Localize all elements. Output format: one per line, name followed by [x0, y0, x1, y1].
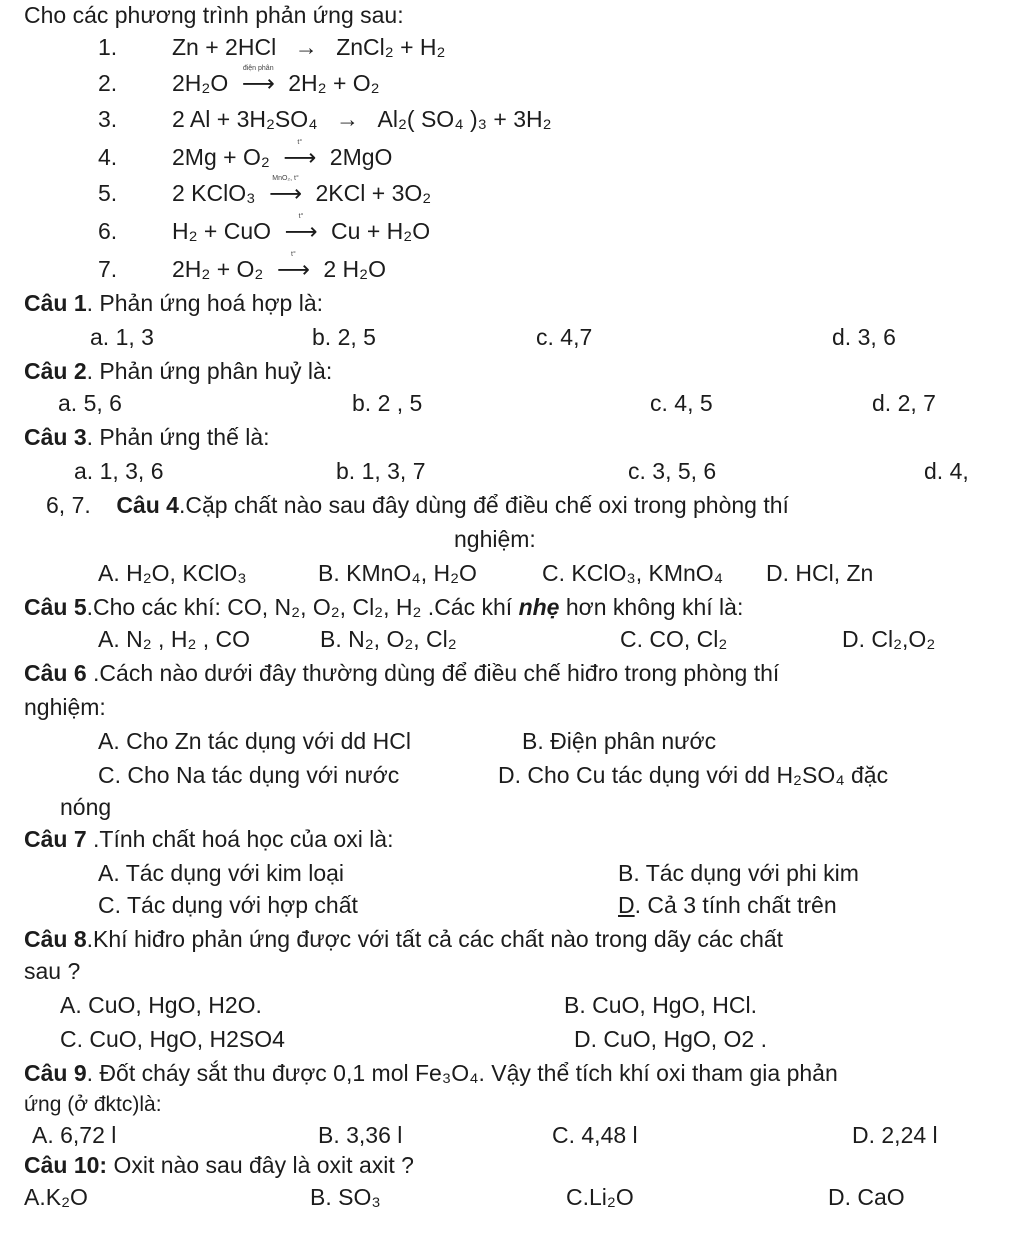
question-5: [24, 596, 743, 619]
reaction-arrow: [270, 139, 330, 170]
q3-option-b: b. 1, 3, 7: [336, 458, 426, 484]
reaction-products: Al₂( SO₄ )₃ + 3H₂: [377, 106, 552, 132]
q9-option-d: D. 2,24 l: [852, 1122, 938, 1148]
q3-option-d: d. 4,: [924, 458, 969, 484]
reaction-number: 3.: [98, 106, 118, 132]
question-4: [46, 494, 789, 517]
question-text: . Phản ứng thế là:: [86, 424, 270, 450]
q7-option-c: C. Tác dụng với hợp chất: [98, 892, 358, 918]
reaction-condition: điện phân: [242, 65, 274, 72]
question-text: . Đốt cháy sắt thu được 0,1 mol Fe₃O₄. Vậy thể tích khí oxi tham gia phản: [86, 1060, 838, 1086]
question-8: [24, 928, 783, 951]
q6-option-d-continued: nóng: [60, 794, 112, 820]
reaction-products: 2 H₂O: [323, 256, 386, 282]
reaction-row: [98, 65, 380, 96]
q6-option-a: A. Cho Zn tác dụng với dd HCl: [98, 728, 411, 754]
q5-option-b: B. N₂, O₂, Cl₂: [320, 626, 457, 652]
question-4-continued: nghiệm:: [454, 526, 536, 552]
q3-option-a: a. 1, 3, 6: [74, 458, 164, 484]
question-9: [24, 1062, 838, 1085]
q7-option-b: B. Tác dụng với phi kim: [618, 860, 859, 886]
reaction-number: 7.: [98, 256, 118, 282]
emphasis-text: nhẹ: [518, 594, 560, 620]
q4-option-b: B. KMnO₄, H₂O: [318, 560, 477, 586]
reaction-reactants: 2H₂O: [172, 70, 229, 96]
reaction-products: 2KCl + 3O₂: [315, 180, 432, 206]
q4-option-c: C. KClO₃, KMnO₄: [542, 560, 724, 586]
q9-option-b: B. 3,36 l: [318, 1122, 403, 1148]
question-label: Câu 6: [24, 660, 87, 686]
q5-option-d: D. Cl₂,O₂: [842, 626, 936, 652]
reaction-row: [98, 213, 431, 244]
question-text-end: hơn không khí là:: [559, 594, 744, 620]
reaction-condition: t°: [297, 139, 303, 146]
reaction-number: 6.: [98, 218, 118, 244]
reaction-reactants: 2 KClO₃: [172, 180, 256, 206]
arrow-icon: ⟶: [269, 180, 302, 206]
question-label: Câu 5: [24, 594, 87, 620]
q5-option-c: C. CO, Cl₂: [620, 626, 728, 652]
q7-option-a: A. Tác dụng với kim loại: [98, 860, 345, 886]
reaction-reactants: 2 Al + 3H₂SO₄: [172, 106, 318, 132]
question-text: .Tính chất hoá học của oxi là:: [86, 826, 394, 852]
question-label: Câu 9: [24, 1060, 87, 1086]
q3-option-d-continued: 6, 7.: [46, 492, 91, 518]
q8-option-a: A. CuO, HgO, H2O.: [60, 992, 262, 1018]
reaction-row: [98, 139, 393, 170]
question-text: .Khí hiđro phản ứng được với tất cả các chất nào trong dãy các chất: [86, 926, 784, 952]
reaction-number: 5.: [98, 180, 118, 206]
reaction-arrow: [256, 175, 316, 206]
q2-option-c: c. 4, 5: [650, 390, 713, 416]
question-6-continued: nghiệm:: [24, 694, 106, 720]
q2-option-b: b. 2 , 5: [352, 390, 423, 416]
reaction-condition: MnO₂, t°: [272, 175, 299, 182]
q5-option-a: A. N₂ , H₂ , CO: [98, 626, 251, 652]
question-3: [24, 426, 270, 449]
q1-option-d: d. 3, 6: [832, 324, 896, 350]
reaction-reactants: Zn + 2HCl: [172, 34, 277, 60]
q4-option-d: D. HCl, Zn: [766, 560, 874, 586]
reaction-condition: t°: [298, 213, 304, 220]
reaction-row: [98, 251, 386, 282]
q1-option-b: b. 2, 5: [312, 324, 376, 350]
q7-option-d: [618, 894, 837, 917]
question-9-continued: ứng (ở đktc)là:: [24, 1093, 162, 1116]
reaction-arrow: [276, 36, 336, 59]
arrow-icon: ⟶: [276, 256, 310, 282]
reaction-arrow: [263, 251, 323, 282]
intro-text: Cho các phương trình phản ứng sau:: [24, 2, 404, 28]
reaction-products: 2H₂ + O₂: [288, 70, 380, 96]
question-6: [24, 662, 779, 685]
question-label: Câu 4: [116, 492, 179, 518]
reaction-reactants: 2H₂ + O₂: [172, 256, 264, 282]
q10-option-b: B. SO₃: [310, 1184, 381, 1210]
question-label: Câu 1: [24, 290, 87, 316]
q2-option-d: d. 2, 7: [872, 390, 936, 416]
question-10: [24, 1154, 414, 1177]
reaction-number: 2.: [98, 70, 118, 96]
question-1: [24, 292, 323, 315]
q8-option-c: C. CuO, HgO, H2SO4: [60, 1026, 285, 1052]
arrow-icon: →: [336, 106, 360, 132]
q2-option-a: a. 5, 6: [58, 390, 122, 416]
answer-letter: D: [618, 892, 635, 918]
question-7: [24, 828, 394, 851]
reaction-arrow: [318, 108, 378, 131]
q10-option-a: A.K₂O: [24, 1184, 88, 1210]
reaction-products: Cu + H₂O: [331, 218, 431, 244]
arrow-icon: →: [294, 34, 318, 60]
arrow-icon: ⟶: [284, 218, 318, 244]
reaction-row: [98, 175, 432, 206]
q6-option-b: B. Điện phân nước: [522, 728, 717, 754]
reaction-row: [98, 36, 445, 59]
reaction-condition: t°: [291, 251, 296, 258]
question-label: Câu 7: [24, 826, 87, 852]
reaction-row: [98, 108, 552, 131]
reaction-number: 1.: [98, 34, 118, 60]
question-label: Câu 8: [24, 926, 87, 952]
q3-option-c: c. 3, 5, 6: [628, 458, 717, 484]
arrow-icon: ⟶: [241, 70, 275, 96]
question-text: . Phản ứng phân huỷ là:: [86, 358, 333, 384]
reaction-reactants: 2Mg + O₂: [172, 144, 270, 170]
reaction-reactants: H₂ + CuO: [172, 218, 272, 244]
q10-option-d: D. CaO: [828, 1184, 905, 1210]
q6-option-d: D. Cho Cu tác dụng với dd H₂SO₄ đặc: [498, 762, 889, 788]
question-text: .Cặp chất nào sau đây dùng để điều chế oxi trong phòng thí: [178, 492, 789, 518]
q1-option-a: a. 1, 3: [90, 324, 154, 350]
question-text: . Phản ứng hoá hợp là:: [86, 290, 324, 316]
reaction-products: ZnCl₂ + H₂: [336, 34, 446, 60]
question-text: Oxit nào sau đây là oxit axit ?: [107, 1152, 414, 1178]
reaction-arrow: [228, 65, 288, 96]
question-label: Câu 2: [24, 358, 87, 384]
question-label: Câu 3: [24, 424, 87, 450]
question-label: Câu 10:: [24, 1152, 108, 1178]
question-2: [24, 360, 332, 383]
q8-option-d: D. CuO, HgO, O2 .: [574, 1026, 767, 1052]
arrow-icon: ⟶: [283, 144, 317, 170]
q1-option-c: c. 4,7: [536, 324, 593, 350]
q10-option-c: C.Li₂O: [566, 1184, 634, 1210]
reaction-products: 2MgO: [329, 144, 393, 170]
reaction-arrow: [271, 213, 331, 244]
q8-option-b: B. CuO, HgO, HCl.: [564, 992, 757, 1018]
question-8-continued: sau ?: [24, 958, 81, 984]
q6-option-c: C. Cho Na tác dụng với nước: [98, 762, 400, 788]
q9-option-c: C. 4,48 l: [552, 1122, 638, 1148]
question-text: .Cho các khí: CO, N₂, O₂, Cl₂, H₂ .Các khí: [86, 594, 519, 620]
q4-option-a: A. H₂O, KClO₃: [98, 560, 247, 586]
question-text: .Cách nào dưới đây thường dùng để điều chế hiđro trong phòng thí: [86, 660, 780, 686]
reaction-number: 4.: [98, 144, 118, 170]
option-text: . Cả 3 tính chất trên: [634, 892, 837, 918]
q9-option-a: A. 6,72 l: [32, 1122, 117, 1148]
